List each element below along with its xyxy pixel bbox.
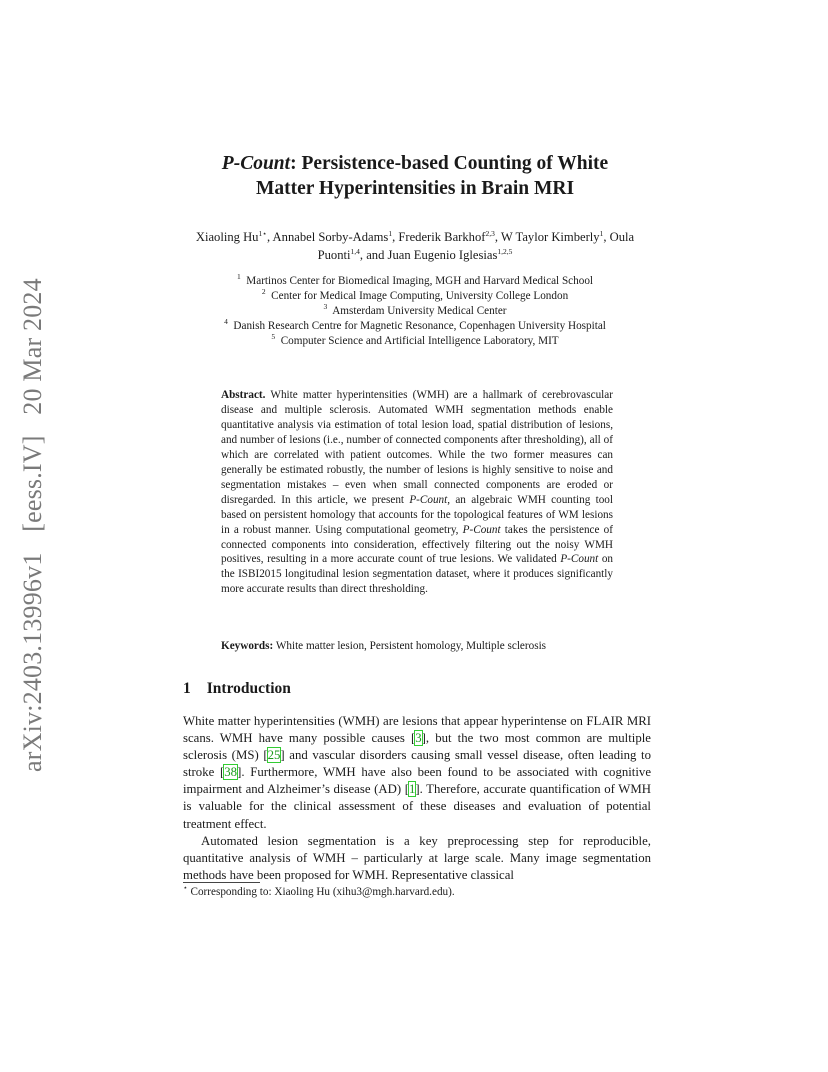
affiliation-text: Computer Science and Artificial Intelligence Laboratory, MIT [280, 335, 559, 347]
title-line2: Matter Hyperintensities in Brain MRI [255, 178, 575, 199]
affiliation-text: Danish Research Centre for Magnetic Resonance, Copenhagen University Hospital [233, 320, 606, 332]
affiliation-number: 2 [261, 287, 266, 296]
method-name: P-Count [409, 493, 448, 506]
keywords [221, 640, 621, 652]
affiliation-text: Martinos Center for Biomedical Imaging, MGH and Harvard Medical School [246, 275, 594, 287]
affiliation-line [160, 289, 670, 304]
section-heading [183, 680, 291, 698]
title-line1: : Persistence-based Counting of White [290, 153, 609, 174]
abstract-text: on the ISBI2015 longitudinal lesion segmentation dataset, where it produces significantly more accurate results than direct thresholding. [221, 553, 614, 596]
body-text-run: and vascular disorders causing small vessel disease, often leading to stroke [183, 748, 651, 780]
keywords-label: Keywords: [221, 640, 274, 652]
affiliation-number: 1 [236, 272, 241, 281]
footnote-mark: ⋆ [183, 883, 188, 892]
footnote [183, 883, 455, 898]
affiliation-line [160, 304, 670, 319]
author-affil-mark: 2,3 [485, 229, 495, 238]
body-text-run: , but the two most common are multiple sclerosis (MS) [183, 731, 651, 763]
arxiv-date: 20 Mar 2024 [18, 278, 47, 415]
citation-link[interactable] [220, 765, 241, 779]
section-number: 1 [183, 680, 191, 697]
arxiv-stamp [18, 264, 48, 772]
method-name: P-Count [560, 553, 599, 566]
arxiv-id: arXiv:2403.13996v1 [18, 552, 47, 772]
paragraph [183, 833, 651, 884]
keywords-text: White matter lesion, Persistent homology, Multiple sclerosis [275, 640, 547, 652]
affiliation-number: 5 [271, 332, 276, 341]
affiliation-number: 4 [224, 317, 228, 326]
author-affil-mark: 1 [599, 229, 604, 238]
citation-number: 1 [408, 782, 416, 797]
author-name: Juan Eugenio Iglesias [387, 248, 498, 262]
affiliation-text: Amsterdam University Medical Center [332, 305, 507, 317]
body-text [183, 713, 651, 884]
paragraph [183, 713, 651, 833]
abstract-text: takes the persistence of connected components into consideration, effectively filtering out the noisy WMH positives, resulting in a more accurate count of true lesions. We validated [221, 523, 613, 566]
affiliation-line [160, 274, 670, 289]
affiliation-line [160, 319, 670, 334]
citation-number: 25 [267, 748, 281, 763]
method-name: P-Count [462, 523, 501, 536]
author-affil-mark: 1 [388, 229, 393, 238]
citation-number: 38 [224, 765, 238, 780]
abstract-text: , an algebraic WMH counting tool based on persistent homology that accounts for the topological features of WM lesions in a robust manner. Using computational geometry, [221, 493, 613, 536]
abstract-text: White matter hyperintensities (WMH) are a hallmark of cerebrovascular disease and multiple sclerosis. Automated WMH segmentation methods enable quantitative analysis via estimation of total lesion load, spatial distribution of lesions, and number of lesions (i.e., number of connected components after thresholding), all of which are correlated with patient outcomes. While the two former measures can generally be estimated robustly, the number of lesions is highly sensitive to noise and segmentation mistakes – even when small connected components are eroded or disregarded. In this article, we present [221, 389, 613, 506]
author-name: Xiaoling Hu [195, 230, 259, 244]
body-text-run: . Furthermore, WMH have also been found to be associated with cognitive impairment and Alzheimer’s disease (AD) [183, 765, 651, 797]
citation-link[interactable] [405, 782, 420, 796]
affiliation-line [160, 334, 670, 349]
title-italic: P-Count [221, 153, 291, 174]
author-list: Xiaoling $Hu^{1⋆}$, Annabel Sorby-Adams$^1$, Frederik Barkhof$^{2,3}$, W Taylor Kimberly$^1$, Oula Puonti$^{1,4}$, and Juan Eugenio Iglesias$^{1,2,5}$ [195, 229, 635, 262]
author-affil-mark: 1,2,5 [497, 247, 513, 256]
body-text-run: White matter hyperintensities (WMH) are lesions that appear hyperintense on FLAIR MRI scans. WMH have many possible causes [183, 714, 651, 746]
author-name: W Taylor Kimberly [500, 230, 600, 244]
abstract [221, 388, 613, 597]
footnote-text: Corresponding to: Xiaoling Hu (xihu3@mgh.harvard.edu). [190, 886, 455, 898]
author-affil-mark: 1⋆ [258, 229, 267, 238]
section-title: Introduction [206, 680, 291, 697]
body-text-run: . Therefore, accurate quantification of WMH is valuable for the clinical assessment of these diseases and evaluation of potential treatment effect. [183, 782, 651, 831]
affiliation-list [160, 274, 670, 349]
body-text-run: Automated lesion segmentation is a key preprocessing step for reproducible, quantitative analysis of WMH – particularly at large scale. Many image segmentation methods have been proposed for WMH. Representative classical [183, 833, 651, 882]
citation-link[interactable] [263, 748, 284, 762]
citation-link[interactable] [411, 731, 426, 745]
paper-title [140, 151, 690, 201]
author-affil-mark: 1,4 [350, 247, 360, 256]
citation-number: 3 [415, 731, 422, 746]
author-name: Oula Puonti [317, 230, 635, 262]
affiliation-number: 3 [323, 302, 328, 311]
arxiv-category: [eess.IV] [18, 435, 47, 532]
abstract-label: Abstract. [221, 389, 266, 401]
author-name: Frederik Barkhof [398, 230, 486, 244]
footnote-rule [183, 882, 260, 883]
affiliation-text: Center for Medical Image Computing, University College London [271, 290, 569, 302]
author-name: Annabel Sorby-Adams [272, 230, 389, 244]
